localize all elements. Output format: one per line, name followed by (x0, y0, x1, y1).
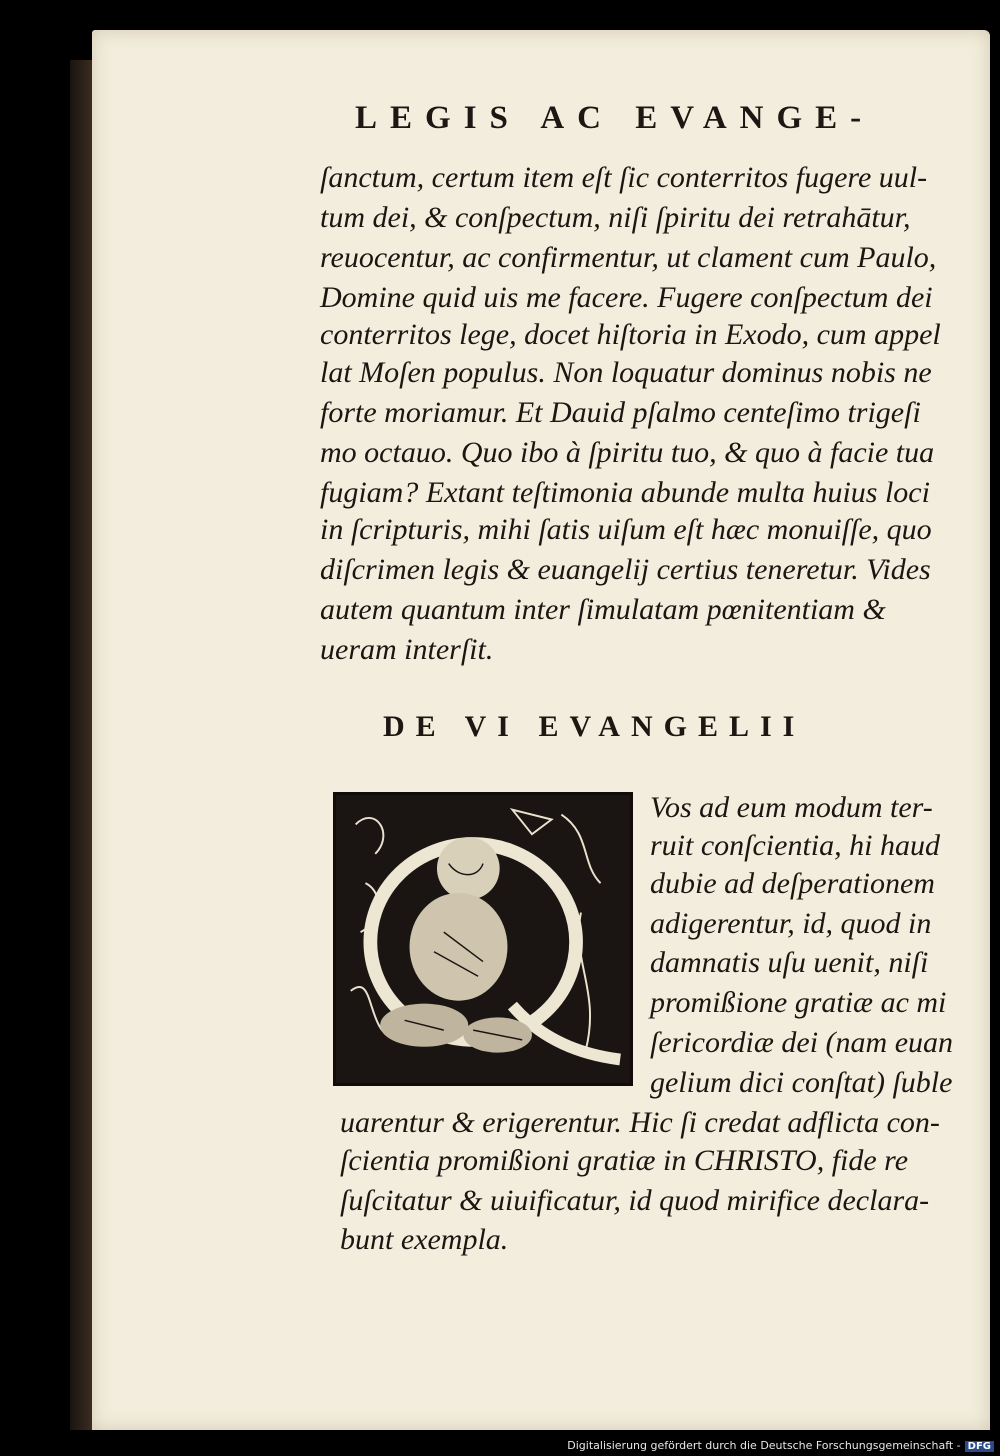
text-line: fugiam? Extant teſtimonia abunde multa huius loci (320, 476, 930, 509)
text-line: ueram interſit. (320, 633, 494, 666)
text-line: conterritos lege, docet hiſtoria in Exodo, cum appel (320, 318, 941, 351)
text-line: ſuſcitatur & uiuificatur, id quod mirifice declara- (340, 1184, 930, 1217)
book-spine-edge (70, 60, 92, 1430)
section-heading: DE VI EVANGELII (383, 710, 806, 743)
dfg-logo-badge: DFG (965, 1441, 994, 1452)
text-line: gelium dici conſtat) ſuble (650, 1066, 953, 1099)
text-line: reuocentur, ac confirmentur, ut clament cum Paulo, (320, 241, 937, 274)
text-line: uarentur & erigerentur. Hic ſi credat adflicta con- (340, 1106, 940, 1139)
text-line: in ſcripturis, mihi ſatis uiſum eſt hæc monuiſſe, quo (320, 513, 932, 546)
text-line: adigerentur, id, quod in (650, 907, 932, 940)
text-line: ruit conſcientia, hi haud (650, 829, 940, 862)
text-line: ſanctum, certum item eſt ſic conterritos fugere uul- (320, 161, 928, 194)
text-line: tum dei, & conſpectum, niſi ſpiritu dei retrahātur, (320, 201, 911, 234)
running-head: LEGIS AC EVANGE- (355, 100, 875, 136)
text-line: damnatis uſu uenit, niſi (650, 946, 929, 979)
text-line: Vos ad eum modum ter- (650, 791, 933, 824)
text-line: forte moriamur. Et Dauid pſalmo centeſimo trigeſi (320, 396, 921, 429)
decorated-initial-q (333, 792, 633, 1086)
text-line: mo octauo. Quo ibo à ſpiritu tuo, & quo à facie tua (320, 436, 935, 469)
text-line: diſcrimen legis & euangelij certius teneretur. Vides (320, 553, 931, 586)
text-line: ſericordiæ dei (nam euan (650, 1026, 954, 1059)
text-line: ſcientia promißioni gratiæ in CHRISTO, fide re (340, 1144, 909, 1177)
woodcut-initial-illustration (336, 795, 630, 1083)
text-line: lat Moſen populus. Non loquatur dominus nobis ne (320, 356, 932, 389)
text-line: bunt exempla. (340, 1223, 509, 1256)
text-line: Domine quid uis me facere. Fugere conſpectum dei (320, 281, 933, 314)
text-line: autem quantum inter ſimulatam pœnitentiam & (320, 593, 886, 626)
footer-text: Digitalisierung gefördert durch die Deutsche Forschungsgemeinschaft - (567, 1439, 961, 1452)
text-line: dubie ad deſperationem (650, 867, 935, 900)
digitization-footer (567, 1439, 994, 1452)
text-line: promißione gratiæ ac mi (650, 986, 947, 1019)
